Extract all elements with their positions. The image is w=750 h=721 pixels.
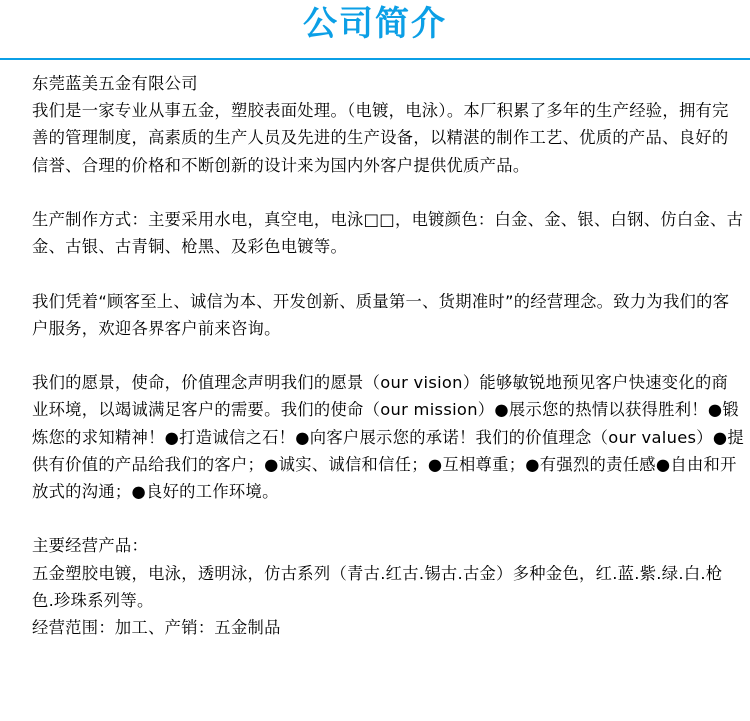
paragraph-gap [32,179,744,206]
page-header [0,0,750,62]
business-philosophy-paragraph: 我们凭着“顾客至上、诚信为本、开发创新、质量第一、货期准时”的经营理念。致力为我们的客户服务，欢迎各界客户前来咨询。 [32,291,730,338]
company-profile-body [32,70,744,641]
paragraph-gap [32,505,744,532]
products-heading: 主要经营产品： [32,536,149,556]
products-list: 五金塑胶电镀，电泳，透明泳，仿古系列（青古.红古.锡古.古金）多种金色，红.蓝.紫.绿.白.枪色.珍珠系列等。 [32,563,723,610]
vision-mission-paragraph: 我们的愿景，使命，价值理念声明我们的愿景（our vision）能够敏锐地预见客户快速变化的商业环境，以竭诚满足客户的需要。我们的使命（our mission）●展示您的热情以获得胜利！●锻炼您的求知精神！●打造诚信之石！●向客户展示您的承诺！我们的价值理念（our values）●提供有价值的产品给我们的客户；●诚实、诚信和信任；●互相尊重；●有强烈的责任感●自由和开放式的沟通；●良好的工作环境。 [32,373,744,501]
page-title: 公司简介 [303,4,447,44]
company-name: 东莞蓝美五金有限公司 [32,74,198,93]
paragraph-gap [32,342,744,369]
business-scope: 经营范围：加工、产销：五金制品 [32,618,281,637]
intro-paragraph: 我们是一家专业从事五金，塑胶表面处理。（电镀，电泳）。本厂积累了多年的生产经验，拥有完善的管理制度，高素质的生产人员及先进的生产设备，以精湛的制作工艺、优质的产品、良好的信誉、合理的价格和不断创新的设计来为国内外客户提供优质产品。 [32,101,729,175]
paragraph-gap [32,260,744,287]
header-divider [0,58,750,60]
production-methods-paragraph: 生产制作方式：主要采用水电，真空电，电泳□□，电镀颜色：白金、金、银、白钢、仿白金、古金、古银、古青铜、枪黑、及彩色电镀等。 [32,210,744,257]
